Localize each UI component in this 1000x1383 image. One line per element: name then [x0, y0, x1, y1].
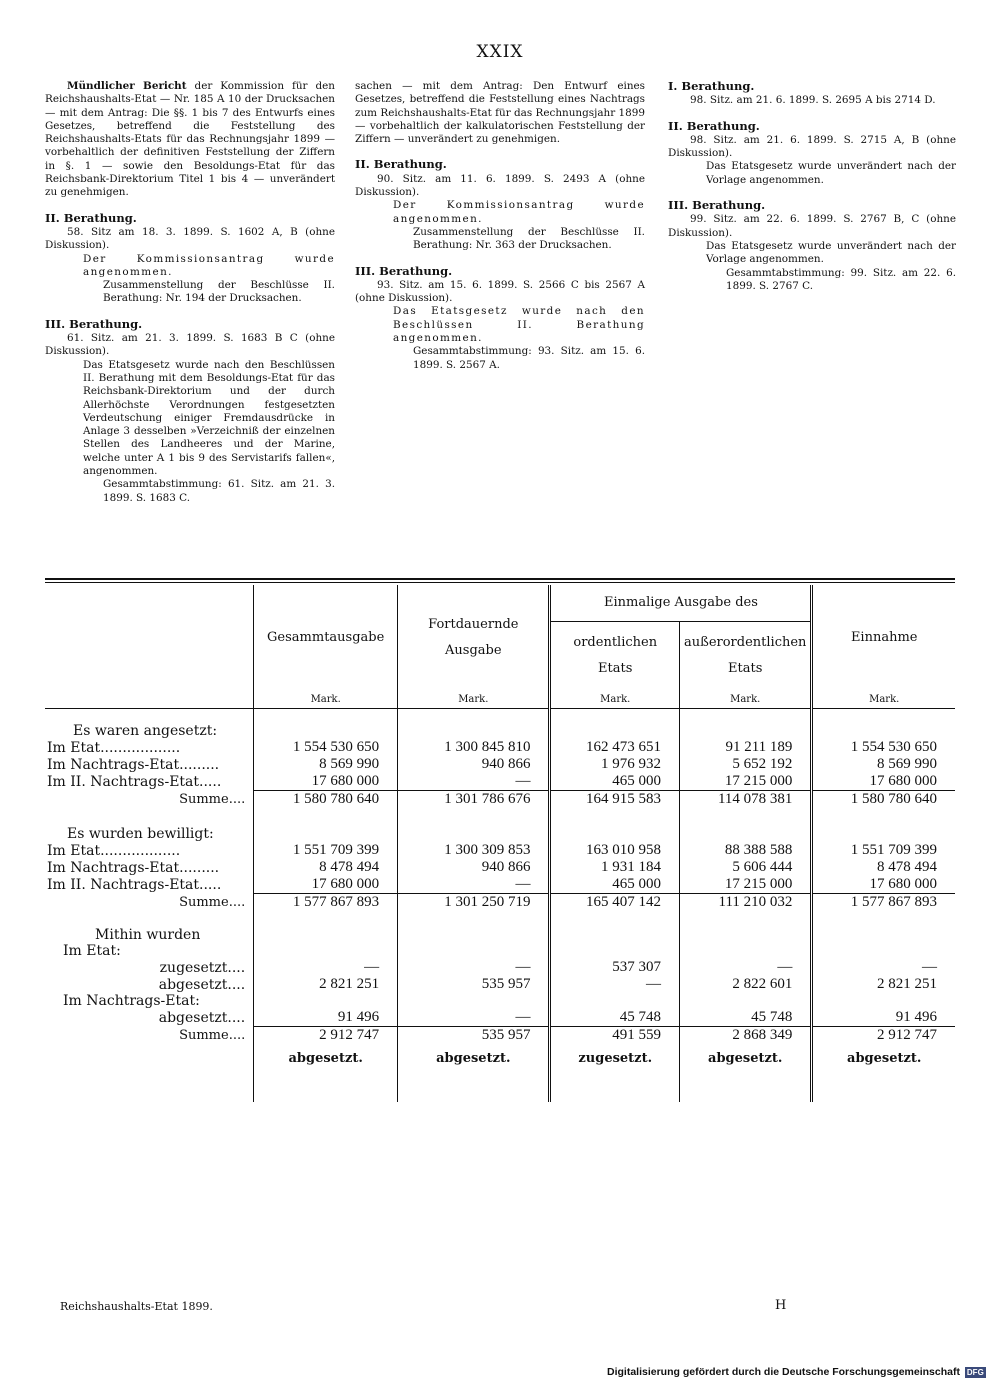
- unit-label: Mark.: [812, 690, 955, 709]
- page-number: XXIX: [476, 42, 524, 62]
- column-2: [355, 80, 645, 372]
- sum-label: Summe....: [179, 791, 246, 807]
- decision-text: Das Etatsgesetz wurde nach den Beschlüssen II. Berathung angenommen.: [393, 305, 645, 345]
- section-title: Es wurden bewilligt:: [67, 826, 214, 842]
- unit-row: [45, 690, 955, 709]
- value-cell: 8 569 990: [254, 756, 398, 773]
- compilation-note: Zusammenstellung der Beschlüsse II. Berathung: Nr. 194 der Drucksachen.: [103, 279, 335, 305]
- value-cell: —: [680, 959, 812, 976]
- value-cell: 537 307: [550, 959, 680, 976]
- dfg-credit-text: Digitalisierung gefördert durch die Deutsche Forschungsgemeinschaft: [607, 1366, 960, 1378]
- report-intro-lead: Mündlicher Bericht: [67, 80, 187, 92]
- footer-title: Reichshaushalts-Etat 1899.: [60, 1300, 213, 1313]
- heading-second-reading: II. Berathung.: [355, 157, 447, 172]
- session-info: 93. Sitz. am 15. 6. 1899. S. 2566 C bis 2567 A (ohne Diskussion).: [355, 278, 645, 305]
- value-cell: 45 748: [680, 1009, 812, 1027]
- value-cell: 2 822 601: [680, 976, 812, 993]
- value-cell: 88 388 588: [680, 842, 812, 859]
- table-row: [45, 773, 955, 791]
- value-cell: —: [254, 959, 398, 976]
- value-cell: —: [398, 1009, 550, 1027]
- result-cell: zugesetzt.: [550, 1044, 680, 1072]
- value-cell: —: [550, 976, 680, 993]
- row-label: Im Nachtrags-Etat.........: [47, 859, 220, 876]
- sum-row: [45, 894, 955, 912]
- section-title: Mithin wurden: [95, 927, 201, 943]
- value-cell: 5 606 444: [680, 859, 812, 876]
- col-header-einmalig: Einmalige Ausgabe des: [550, 585, 812, 622]
- table-row: [45, 876, 955, 894]
- dfg-logo: DFG: [966, 1368, 984, 1377]
- value-cell: 91 496: [812, 1009, 955, 1027]
- heading-third-reading: III. Berathung.: [668, 198, 766, 213]
- col-header-einnahme: Einnahme: [812, 585, 955, 690]
- value-cell: 535 957: [398, 1027, 550, 1045]
- value-cell: 1 577 867 893: [812, 894, 955, 912]
- sum-label: Summe....: [179, 894, 246, 910]
- value-cell: 163 010 958: [550, 842, 680, 859]
- value-cell: 91 211 189: [680, 739, 812, 756]
- row-label: zugesetzt....: [159, 959, 246, 976]
- section-title-row: [45, 927, 955, 943]
- unit-label: Mark.: [254, 690, 398, 709]
- row-label: Im Nachtrags-Etat.........: [47, 756, 220, 773]
- header-row: [45, 585, 955, 622]
- column-3: [668, 80, 956, 293]
- value-cell: 491 559: [550, 1027, 680, 1045]
- sum-row: [45, 1027, 955, 1045]
- value-cell: 2 821 251: [254, 976, 398, 993]
- value-cell: 1 554 530 650: [254, 739, 398, 756]
- table-row: [45, 842, 955, 859]
- decision-text: Das Etatsgesetz wurde unverändert nach der Vorlage angenommen.: [706, 160, 956, 186]
- value-cell: 1 580 780 640: [254, 791, 398, 809]
- table-row: [45, 1009, 955, 1027]
- value-cell: —: [398, 876, 550, 894]
- value-cell: 1 554 530 650: [812, 739, 955, 756]
- value-cell: 17 215 000: [680, 876, 812, 894]
- table-top-rule: [45, 582, 955, 583]
- value-cell: 17 680 000: [812, 773, 955, 791]
- heading-third-reading: III. Berathung.: [355, 263, 453, 278]
- row-label: Im II. Nachtrags-Etat.....: [47, 876, 222, 893]
- heading-second-reading: II. Berathung.: [45, 210, 137, 225]
- value-cell: 91 496: [254, 1009, 398, 1027]
- result-cell: abgesetzt.: [680, 1044, 812, 1072]
- section-title: Es waren angesetzt:: [73, 723, 218, 739]
- session-info: 99. Sitz. am 22. 6. 1899. S. 2767 B, C (ohne Diskussion).: [668, 213, 956, 239]
- value-cell: 111 210 032: [680, 894, 812, 912]
- section-title-row: [45, 826, 955, 842]
- value-cell: 1 580 780 640: [812, 791, 955, 809]
- unit-label: Mark.: [398, 690, 550, 709]
- value-cell: —: [812, 959, 955, 976]
- sum-row: [45, 791, 955, 809]
- value-cell: 940 866: [398, 756, 550, 773]
- value-cell: 1 577 867 893: [254, 894, 398, 912]
- section-title-row: [45, 723, 955, 739]
- value-cell: 465 000: [550, 773, 680, 791]
- session-info: 98. Sitz. am 21. 6. 1899. S. 2695 A bis 2714 D.: [690, 94, 936, 107]
- result-cell: abgesetzt.: [398, 1044, 550, 1072]
- row-label: Im Etat..................: [47, 842, 181, 859]
- decision-text: Der Kommissionsantrag wurde angenommen.: [83, 252, 335, 278]
- final-vote-note: Gesammtabstimmung: 99. Sitz. am 22. 6. 1899. S. 2767 C.: [726, 266, 956, 292]
- result-cell: abgesetzt.: [812, 1044, 955, 1072]
- table-body: [45, 709, 955, 1103]
- row-label: abgesetzt....: [158, 976, 246, 993]
- unit-label: Mark.: [680, 690, 812, 709]
- decision-text: Das Etatsgesetz wurde nach den Beschlüssen II. Berathung mit dem Besoldungs-Etat für das Reichsbank-Direktorium und der durch Allerhöchste Verordnungen festgesetzten Verdeutschung einiger Fremdausdrücke in Anlage 3 desselben »Verzeichniß der einzelnen Stellen des Landheeres und der Marine, welche unter A 1 bis 9 des Servistarifs fallen«, angenommen.: [83, 358, 335, 478]
- section-title: Im Nachtrags-Etat:: [63, 993, 200, 1009]
- section-subtitle-row: [45, 943, 955, 959]
- table-row: [45, 859, 955, 876]
- value-cell: 1 551 709 399: [812, 842, 955, 859]
- value-cell: 535 957: [398, 976, 550, 993]
- final-vote-note: Gesammtabstimmung: 61. Sitz. am 21. 3. 1899. S. 1683 C.: [103, 478, 335, 504]
- value-cell: 165 407 142: [550, 894, 680, 912]
- session-info: 90. Sitz. am 11. 6. 1899. S. 2493 A (ohne Diskussion).: [355, 172, 645, 199]
- value-cell: 17 680 000: [812, 876, 955, 894]
- value-cell: 940 866: [398, 859, 550, 876]
- value-cell: 8 478 494: [254, 859, 398, 876]
- value-cell: 164 915 583: [550, 791, 680, 809]
- section-subtitle-row: [45, 993, 955, 1009]
- result-row: [45, 1044, 955, 1072]
- heading-third-reading: III. Berathung.: [45, 316, 143, 331]
- value-cell: —: [398, 959, 550, 976]
- session-info: 98. Sitz. am 21. 6. 1899. S. 2715 A, B (ohne Diskussion).: [668, 133, 956, 160]
- value-cell: 2 912 747: [254, 1027, 398, 1045]
- session-info: 58. Sitz am 18. 3. 1899. S. 1602 A, B (ohne Diskussion).: [45, 225, 335, 252]
- heading-first-reading: I. Berathung.: [668, 79, 755, 93]
- value-cell: 5 652 192: [680, 756, 812, 773]
- sum-label: Summe....: [179, 1027, 246, 1043]
- table-top-rule: [45, 578, 955, 580]
- value-cell: 114 078 381: [680, 791, 812, 809]
- compilation-note: Zusammenstellung der Beschlüsse II. Berathung: Nr. 363 der Drucksachen.: [413, 225, 645, 252]
- table-row: [45, 739, 955, 756]
- report-continuation: sachen — mit dem Antrag: Den Entwurf eines Gesetzes, betreffend die Feststellung eines Nachtrags zum Reichshaushalts-Etat für das Rechnungsjahr 1899 — vorbehaltlich der kalkulatorischen Feststellung der Ziffern — unverändert zu genehmigen.: [355, 80, 645, 146]
- value-cell: 1 551 709 399: [254, 842, 398, 859]
- table-row: [45, 756, 955, 773]
- footer-signature: H: [775, 1298, 787, 1313]
- value-cell: 2 912 747: [812, 1027, 955, 1045]
- value-cell: 2 868 349: [680, 1027, 812, 1045]
- table-row: [45, 959, 955, 976]
- value-cell: 17 680 000: [254, 773, 398, 791]
- value-cell: 162 473 651: [550, 739, 680, 756]
- value-cell: 1 300 845 810: [398, 739, 550, 756]
- row-label: Im II. Nachtrags-Etat.....: [47, 773, 222, 790]
- dfg-credit: [607, 1366, 986, 1378]
- heading-second-reading: II. Berathung.: [668, 118, 760, 133]
- result-cell: abgesetzt.: [254, 1044, 398, 1072]
- col-header-fort: Fortdauernde Ausgabe: [398, 585, 550, 690]
- value-cell: 1 931 184: [550, 859, 680, 876]
- report-intro: [45, 80, 335, 200]
- decision-text: Das Etatsgesetz wurde unverändert nach der Vorlage angenommen.: [706, 239, 956, 266]
- value-cell: 1 301 250 719: [398, 894, 550, 912]
- decision-text: Der Kommissionsantrag wurde angenommen.: [393, 199, 645, 225]
- value-cell: 1 300 309 853: [398, 842, 550, 859]
- value-cell: 465 000: [550, 876, 680, 894]
- budget-table: [45, 585, 955, 1102]
- report-intro-text: der Kommission für den Reichshaushalts-Etat — Nr. 185 A 10 der Drucksachen — mit dem Antrag: Die §§. 1 bis 7 des Entwurfs eines Gesetzes, betreffend die Feststellung des Reichshaushalts-Etats für das Rechnungsjahr 1899 — vorbehaltlich der definitiven Feststellung der Ziffern in §. 1 — sowie den Besoldungs-Etat für das Reichsbank-Direktorium Titel 1 bis 4 — unverändert zu genehmigen.: [45, 80, 335, 199]
- col-header-ausser: außerordentlichen Etats: [680, 622, 812, 691]
- value-cell: 8 569 990: [812, 756, 955, 773]
- row-label: abgesetzt....: [158, 1009, 246, 1026]
- unit-label: Mark.: [550, 690, 680, 709]
- col-header-ord: ordentlichen Etats: [550, 622, 680, 691]
- value-cell: 17 215 000: [680, 773, 812, 791]
- value-cell: —: [398, 773, 550, 791]
- session-info: 61. Sitz. am 21. 3. 1899. S. 1683 B C (ohne Diskussion).: [45, 332, 335, 358]
- table-row: [45, 976, 955, 993]
- value-cell: 8 478 494: [812, 859, 955, 876]
- value-cell: 17 680 000: [254, 876, 398, 894]
- section-title: Im Etat:: [63, 943, 121, 959]
- col-header-gesammt: Gesammtausgabe: [254, 585, 398, 690]
- value-cell: 1 976 932: [550, 756, 680, 773]
- final-vote-note: Gesammtabstimmung: 93. Sitz. am 15. 6. 1899. S. 2567 A.: [413, 345, 645, 371]
- column-1: [45, 80, 335, 505]
- row-label: Im Etat..................: [47, 739, 181, 756]
- value-cell: 2 821 251: [812, 976, 955, 993]
- value-cell: 45 748: [550, 1009, 680, 1027]
- value-cell: 1 301 786 676: [398, 791, 550, 809]
